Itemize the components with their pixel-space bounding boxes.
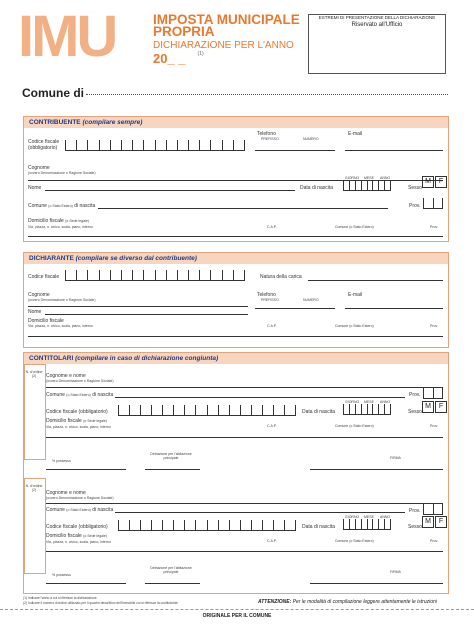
- dich-nome-input[interactable]: [45, 314, 248, 315]
- c2-firma-label: FIRMA: [390, 570, 401, 574]
- c1-comune-estero-label: Comune (o Stato Estero): [335, 424, 374, 428]
- telefono-input[interactable]: [255, 150, 335, 151]
- c2-prov-input[interactable]: [423, 504, 443, 515]
- c2-possesso-label: % possesso: [52, 573, 71, 577]
- c2-prov2-label: Prov.: [430, 539, 438, 543]
- contribuente-title-text: CONTRIBUENTE: [29, 119, 81, 126]
- c2-via-label: Via, piazza, n. civico, scala, piano, interno: [46, 540, 111, 544]
- c1-comune-suffix: di nascita: [92, 392, 114, 398]
- dich-domicilio-label: Domicilio fiscale: [28, 318, 64, 324]
- dich-cf-input[interactable]: [65, 270, 245, 281]
- comune-nascita-text: Comune: [28, 203, 47, 209]
- nome-label: Nome: [28, 185, 42, 191]
- c2-domicilio-input[interactable]: [46, 551, 443, 552]
- c2-sesso-label: Sesso: [408, 524, 422, 530]
- nome-input[interactable]: [45, 190, 295, 191]
- footer-attenzione-text: Per le modalità di compilazione leggere attentamente le istruzioni: [292, 599, 437, 605]
- footer-attenzione-label: ATTENZIONE:: [258, 599, 292, 605]
- cognome-note: (ovvero Denominazione o Ragione Sociale): [28, 171, 96, 175]
- cognome-label: Cognome: [28, 165, 50, 171]
- dich-telefono-input[interactable]: [255, 308, 335, 309]
- c2-cf-label: Codice fiscale (obbligatorio): [46, 524, 108, 530]
- c1-cognome-input[interactable]: [46, 387, 443, 388]
- c1-sesso-m-checkbox[interactable]: M: [422, 401, 434, 413]
- c2-domicilio-note: (o Sede legale): [83, 534, 107, 538]
- comune-nascita-note: (o Stato Estero): [48, 204, 73, 208]
- data-nascita-label: Data di nascita: [300, 185, 334, 191]
- office-box: [308, 14, 446, 74]
- dich-cognome-input[interactable]: [28, 306, 248, 307]
- cf-label: Codice fiscale: [28, 139, 60, 145]
- c1-via-label: Via, piazza, n. civico, scala, piano, interno: [46, 425, 111, 429]
- footer-cut-line: [0, 609, 474, 610]
- sesso-f-checkbox[interactable]: F: [435, 176, 447, 188]
- c2-data-nascita-input[interactable]: [343, 519, 391, 530]
- dich-prefisso-label: PREFISSO: [261, 298, 279, 302]
- domicilio-note: (o Sede legale): [65, 219, 89, 223]
- dich-domicilio-input[interactable]: [28, 336, 443, 337]
- office-caption: ESTREMI DI PRESENTAZIONE DELLA DICHIARAZIONE: [318, 15, 436, 20]
- comune-nascita-input[interactable]: [98, 208, 388, 209]
- c1-firma-label: FIRMA: [390, 456, 401, 460]
- c2-data-nascita-label: Data di nascita: [302, 524, 336, 530]
- c2-firma-input[interactable]: [310, 583, 443, 584]
- c2-prov-label: Prov.: [409, 508, 421, 514]
- mese-label: MESE: [364, 176, 374, 180]
- c2-giorno-label: GIORNO: [345, 515, 360, 519]
- c2-comune-estero-label: Comune (o Stato Estero): [335, 539, 374, 543]
- prefisso-label: PREFISSO: [261, 137, 279, 141]
- header-title-line1: IMPOSTA MUNICIPALE: [153, 12, 300, 27]
- header-subtitle: DICHIARAZIONE PER L'ANNO: [153, 40, 294, 51]
- c2-mese-label: MESE: [364, 515, 374, 519]
- c2-cf-input[interactable]: [118, 520, 296, 531]
- c1-sesso-f-checkbox[interactable]: F: [435, 401, 447, 413]
- via-label: Via, piazza, n. civico, scala, piano, interno: [28, 225, 93, 229]
- c1-domicilio-input[interactable]: [46, 437, 443, 438]
- email-label: E-mail: [348, 131, 363, 137]
- prov2-label: Prov.: [430, 225, 438, 229]
- natura-carica-input[interactable]: [308, 280, 443, 281]
- comune-estero-label: Comune (o Stato Estero): [335, 225, 374, 229]
- dich-comune-estero-label: Comune (o Stato Estero): [335, 324, 374, 328]
- c1-domicilio-text: Domicilio fiscale: [46, 418, 82, 424]
- c2-comune-suffix: di nascita: [92, 507, 114, 513]
- comune-nascita-label: [28, 203, 95, 209]
- telefono-label: Telefono: [257, 131, 276, 137]
- c1-mese-label: MESE: [364, 400, 374, 404]
- c1-data-nascita-label: Data di nascita: [302, 409, 336, 415]
- c1-detrazione-input[interactable]: [145, 469, 200, 470]
- c2-comune-note: (o Stato Estero): [66, 508, 91, 512]
- c1-giorno-label: GIORNO: [345, 400, 360, 404]
- section-contitolari: [23, 352, 449, 594]
- footer-note-1: (1) Indicare l'anno a cui si riferisce la dichiarazione: [23, 596, 97, 600]
- c2-possesso-input[interactable]: [46, 583, 126, 584]
- dich-via-label: Via, piazza, n. civico, scala, piano, interno: [28, 324, 93, 328]
- c1-possesso-label: % possesso: [52, 459, 71, 463]
- contitolare-2-order-label: N. d'ordine (2): [25, 484, 43, 492]
- dich-nome-label: Nome: [28, 309, 42, 315]
- c1-anno-label: ANNO: [380, 400, 391, 404]
- email-input[interactable]: [345, 150, 443, 151]
- domicilio-input[interactable]: [28, 236, 443, 237]
- contribuente-title-note: (compilare sempre): [82, 119, 143, 126]
- c1-cf-input[interactable]: [118, 405, 296, 416]
- c2-domicilio-label: [46, 533, 107, 539]
- dich-prov-label: Prov.: [430, 324, 438, 328]
- prov-label: Prov.: [409, 203, 421, 209]
- data-nascita-input[interactable]: [343, 180, 391, 191]
- c2-comune-input[interactable]: [115, 512, 405, 513]
- contitolari-title-note: (compilare in caso di dichiarazione congiunta): [75, 355, 219, 362]
- c1-cognome-label: Cognome e nome: [46, 373, 86, 379]
- c1-prov-input[interactable]: [423, 388, 443, 399]
- c2-detrazione-input[interactable]: [145, 583, 200, 584]
- dichiarante-title: [24, 253, 448, 264]
- c1-firma-input[interactable]: [310, 469, 443, 470]
- c1-domicilio-note: (o Sede legale): [83, 419, 107, 423]
- comune-label: Comune di: [22, 86, 84, 100]
- prov-input[interactable]: [423, 198, 443, 209]
- header-title-line2: PROPRIA: [153, 24, 215, 39]
- dichiarante-title-text: DICHIARANTE: [29, 255, 74, 262]
- numero-label: NUMERO: [303, 137, 319, 141]
- contitolari-title-text: CONTITOLARI: [29, 355, 74, 362]
- dich-cognome-note: (ovvero Denominazione o Ragione Sociale): [28, 298, 96, 302]
- contitolare-2-order-box[interactable]: [24, 478, 46, 574]
- dich-email-input[interactable]: [345, 308, 443, 309]
- dich-telefono-label: Telefono: [257, 292, 276, 298]
- natura-carica-label: Natura della carica: [260, 274, 302, 280]
- cf-input[interactable]: [65, 140, 245, 151]
- imu-logo: IMU: [18, 4, 116, 69]
- c2-cognome-input[interactable]: [46, 503, 443, 504]
- c2-anno-label: ANNO: [380, 515, 391, 519]
- sesso-m-checkbox[interactable]: M: [422, 176, 434, 188]
- dich-cf-label: Codice fiscale: [28, 274, 60, 280]
- header-year: [153, 51, 204, 66]
- c1-cap-label: C.A.P.: [267, 424, 277, 428]
- dich-email-label: E-mail: [348, 292, 363, 298]
- c1-comune-input[interactable]: [115, 397, 405, 398]
- cap-label: C.A.P.: [267, 225, 277, 229]
- dich-cap-label: C.A.P.: [267, 324, 277, 328]
- c2-sesso-m-checkbox[interactable]: M: [422, 516, 434, 528]
- contitolari-title: [24, 353, 448, 364]
- anno-label: ANNO: [380, 176, 391, 180]
- dichiarante-title-note: (compilare se diverso dal contribuente): [75, 255, 197, 262]
- office-reserved: Riservato all'Ufficio: [351, 22, 403, 28]
- domicilio-text: Domicilio fiscale: [28, 218, 64, 224]
- c2-comune-text: Comune: [46, 507, 65, 513]
- c1-cognome-note: (ovvero Denominazione o Ragione Sociale): [46, 379, 114, 383]
- dich-numero-label: NUMERO: [303, 298, 319, 302]
- c1-comune-note: (o Stato Estero): [66, 393, 91, 397]
- c1-detrazione-label: Detrazione per l'abitazione principale: [150, 452, 192, 460]
- c2-comune-label: [46, 507, 113, 513]
- footer-note-2: (2) Indicare il numero d'ordine utilizzato per il quadro descrittivo dell'immobile cui si riferisce la contitolarità: [23, 601, 178, 605]
- c2-detrazione-label: Detrazione per l'abitazione principale: [150, 566, 192, 574]
- contitolare-1-order-box[interactable]: [24, 364, 46, 460]
- c1-comune-label: [46, 392, 113, 398]
- comune-input[interactable]: [86, 94, 448, 95]
- year-note: (1): [197, 51, 204, 57]
- comune-nascita-suffix: di nascita: [74, 203, 96, 209]
- c1-domicilio-label: [46, 418, 107, 424]
- c1-possesso-input[interactable]: [46, 469, 126, 470]
- footer-attenzione: [258, 599, 437, 605]
- contribuente-title: [24, 117, 448, 128]
- c1-prov-label: Prov.: [409, 392, 421, 398]
- c1-prov2-label: Prov.: [430, 424, 438, 428]
- contitolare-1-order-label: N. d'ordine (2): [25, 370, 43, 378]
- c2-domicilio-text: Domicilio fiscale: [46, 533, 82, 539]
- c2-cognome-label: Cognome e nome: [46, 490, 86, 496]
- footer-originale: ORIGINALE PER IL COMUNE: [202, 613, 272, 619]
- c1-sesso-label: Sesso: [408, 409, 422, 415]
- domicilio-label: [28, 218, 89, 224]
- cf-note: (obbligatorio): [28, 145, 58, 151]
- giorno-label: GIORNO: [345, 176, 360, 180]
- c2-cognome-note: (ovvero Denominazione o Ragione Sociale): [46, 496, 114, 500]
- c2-cap-label: C.A.P.: [267, 539, 277, 543]
- dich-cognome-label: Cognome: [28, 292, 50, 298]
- c2-sesso-f-checkbox[interactable]: F: [435, 516, 447, 528]
- header-title: [153, 14, 300, 38]
- c1-data-nascita-input[interactable]: [343, 404, 391, 415]
- year-value: 20_ _: [153, 51, 186, 66]
- c1-comune-text: Comune: [46, 392, 65, 398]
- sesso-label: Sesso: [408, 185, 422, 191]
- c1-cf-label: Codice fiscale (obbligatorio): [46, 409, 108, 415]
